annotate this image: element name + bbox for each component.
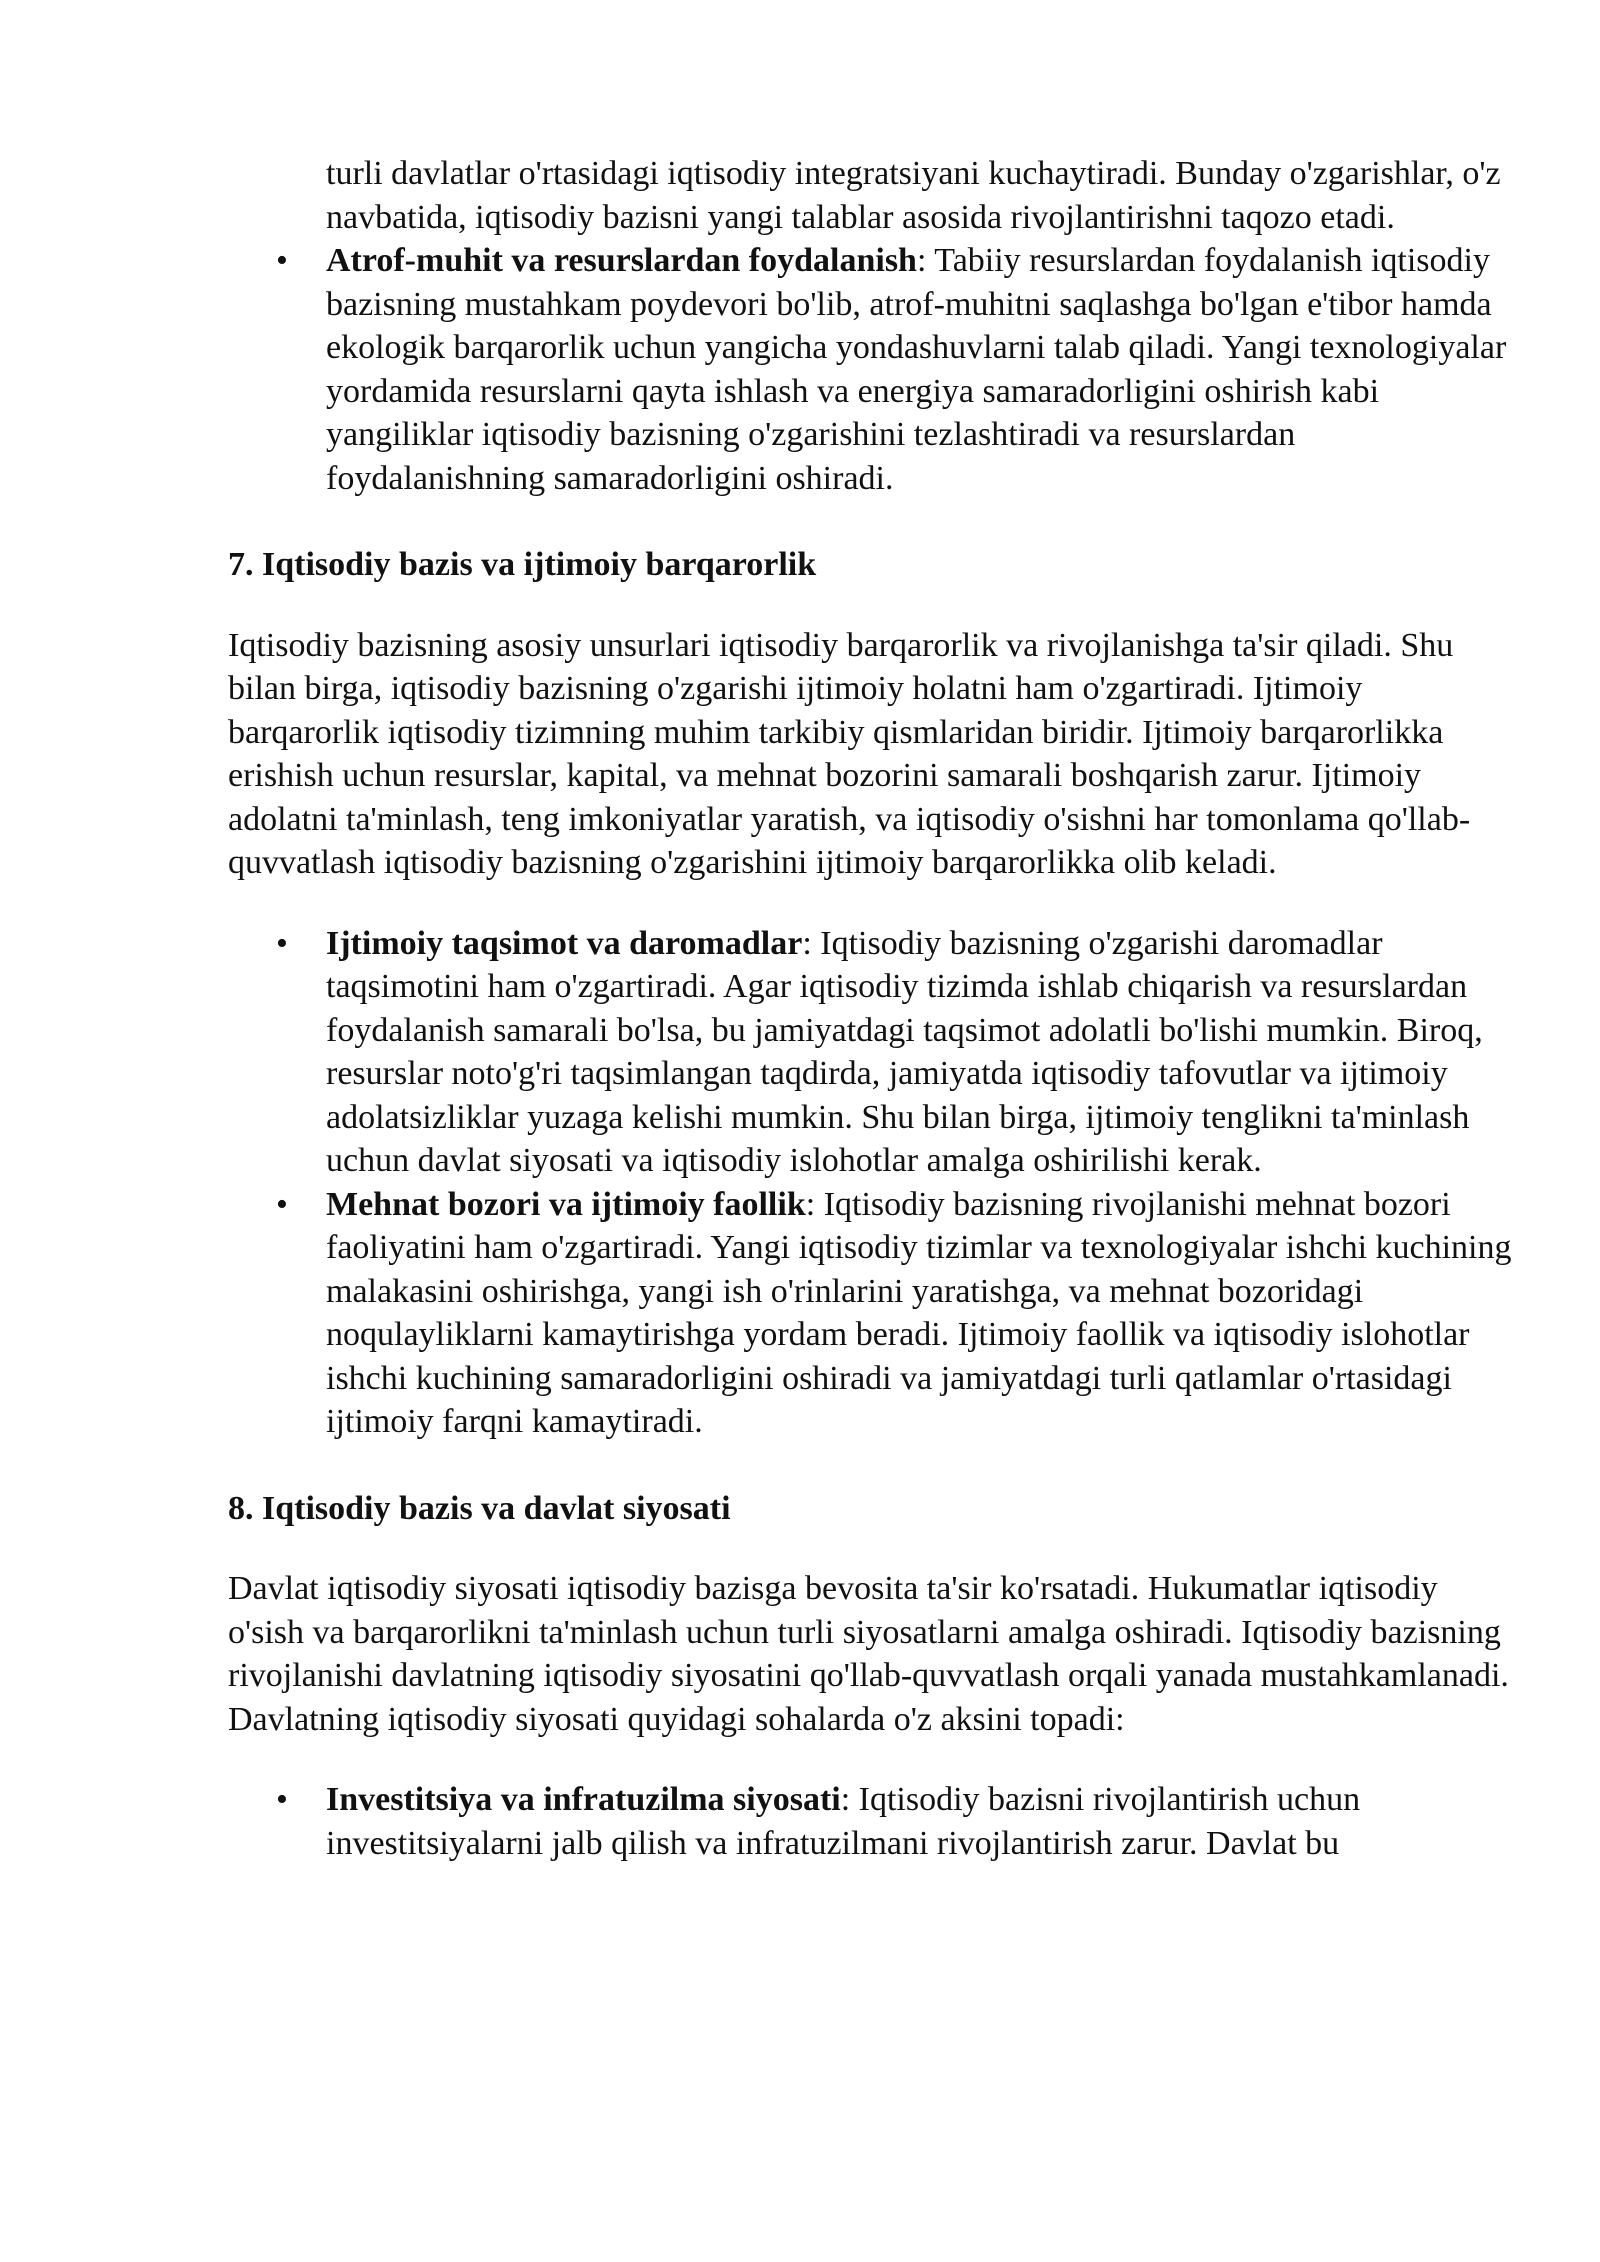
bullet-list-section-7 (228, 922, 1518, 1444)
section-heading-8: 8. Iqtisodiy bazis va davlat siyosati (228, 1489, 731, 1527)
list-item-continued (228, 152, 1518, 239)
list-item-term: Atrof-muhit va resurslardan foydalanish (326, 242, 917, 279)
bullet-list-section-8 (228, 1778, 1518, 1865)
list-item-text: : Iqtisodiy bazisning rivojlanishi mehnat bozori faoliyatini ham o'zgartiradi. Yangi iqtisodiy tizimlar va texnologiyalar ishchi kuchining malakasini oshirishga, yangi ish o'rinlarini yaratishga, va mehnat bozoridagi noqulayliklarni kamaytirishga yordam beradi. Ijtimoiy faollik va iqtisodiy islohotlar ishchi kuchining samaradorligini oshiradi va jamiyatdagi turli qatlamlar o'rtasidagi ijtimoiy farqni kamaytiradi. (326, 1185, 1512, 1440)
document-page (228, 152, 1518, 1865)
list-item-term: Ijtimoiy taqsimot va daromadlar (326, 924, 803, 962)
section-7-paragraph: Iqtisodiy bazisning asosiy unsurlari iqtisodiy barqarorlik va rivojlanishga ta'sir qiladi. Shu bilan birga, iqtisodiy bazisning o'zgarishi ijtimoiy holatni ham o'zgartiradi. Ijtimoiy barqarorlik iqtisodiy tizimning muhim tarkibiy qismlaridan biridir. Ijtimoiy barqarorlikka erishish uchun resurslar, kapital, va mehnat bozorini samarali boshqarish zarur. Ijtimoiy adolatni ta'minlash, teng imkoniyatlar yaratish, va iqtisodiy o'sishni har tomonlama qo'llab-quvvatlash iqtisodiy bazisning o'zgarishini ijtimoiy barqarorlikka olib keladi. (228, 626, 1471, 881)
list-item-text: turli davlatlar o'rtasidagi iqtisodiy integratsiyani kuchaytiradi. Bunday o'zgarishlar, o'z navbatida, iqtisodiy bazisni yangi talablar asosida rivojlantirishni taqozo etadi. (326, 155, 1501, 236)
list-item-term: Investitsiya va infratuzilma siyosati (326, 1781, 841, 1818)
list-item-ijtimoiy-taqsimot (228, 922, 1518, 1183)
list-item-mehnat-bozori (228, 1183, 1518, 1444)
section-heading-7: 7. Iqtisodiy bazis va ijtimoiy barqarorlik (228, 546, 817, 583)
list-item-investitsiya (228, 1778, 1518, 1865)
list-item-text: : Iqtisodiy bazisning o'zgarishi daromadlar taqsimotini ham o'zgartiradi. Agar iqtisodiy tizimda ishlab chiqarish va resurslardan foydalanish samarali bo'lsa, bu jamiyatdagi taqsimot adolatli bo'lishi mumkin. Biroq, resurslar noto'g'ri taqsimlangan taqdirda, jamiyatda iqtisodiy tafovutlar va ijtimoiy adolatsizliklar yuzaga kelishi mumkin. Shu bilan birga, ijtimoiy tenglikni ta'minlash uchun davlat siyosati va iqtisodiy islohotlar amalga oshirilishi kerak. (326, 924, 1483, 1179)
section-8-paragraph: Davlat iqtisodiy siyosati iqtisodiy bazisga bevosita ta'sir ko'rsatadi. Hukumatlar iqtisodiy o'sish va barqarorlikni ta'minlash uchun turli siyosatlarni amalga oshiradi. Iqtisodiy bazisning rivojlanishi davlatning iqtisodiy siyosatini qo'llab-quvvatlash orqali yanada mustahkamlanadi. Davlatning iqtisodiy siyosati quyidagi sohalarda o'z aksini topadi: (228, 1570, 1509, 1738)
list-item-text: : Tabiiy resurslardan foydalanish iqtisodiy bazisning mustahkam poydevori bo'lib, atrof-muhitni saqlashga bo'lgan e'tibor hamda ekologik barqarorlik uchun yangicha yondashuvlarni talab qiladi. Yangi texnologiyalar yordamida resurslarni qayta ishlash va energiya samaradorligini oshirish kabi yangiliklar iqtisodiy bazisning o'zgarishini tezlashtiradi va resurslardan foydalanishning samaradorligini oshiradi. (326, 242, 1507, 497)
list-item-term: Mehnat bozori va ijtimoiy faollik (326, 1185, 806, 1223)
bullet-list-top (228, 152, 1518, 500)
list-item-text: : Iqtisodiy bazisni rivojlantirish uchun investitsiyalarni jalb qilish va infratuzilmani rivojlantirish zarur. Davlat bu (326, 1781, 1361, 1862)
list-item-atrof-muhit (228, 239, 1518, 500)
